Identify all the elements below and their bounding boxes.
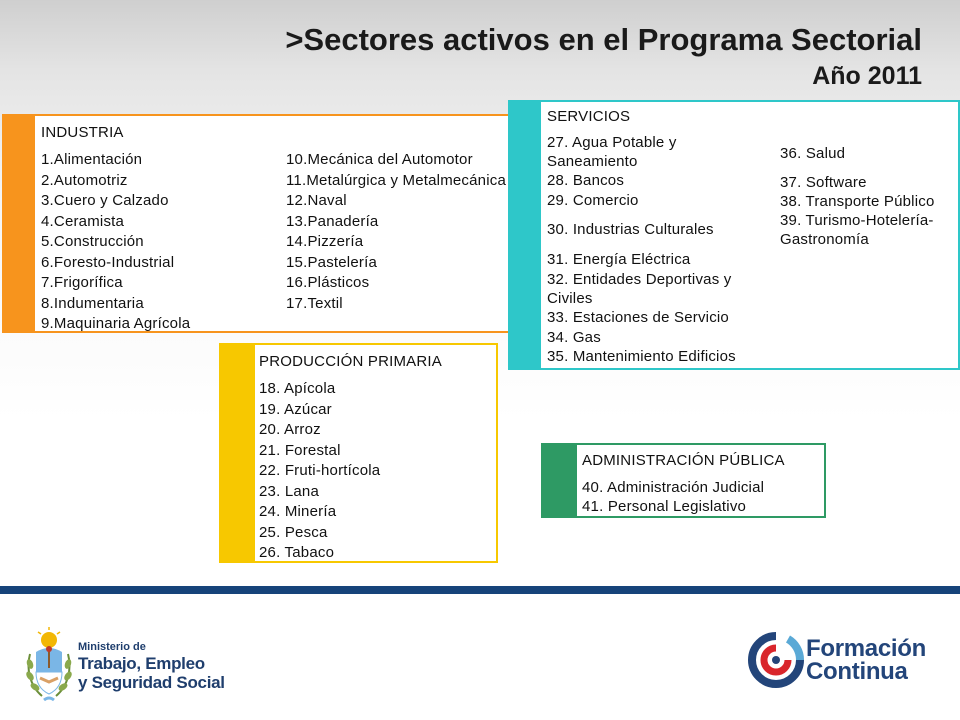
list-item: 4.Ceramista <box>41 212 125 230</box>
formacion-continua-logo-icon <box>748 632 804 688</box>
industria-header: INDUSTRIA <box>41 124 124 141</box>
list-item: 40. Administración Judicial <box>582 479 765 496</box>
list-item: 18. Apícola <box>259 380 336 397</box>
list-item: 6.Foresto-Industrial <box>41 253 175 271</box>
servicios-box <box>508 100 960 370</box>
servicios-col-2 <box>780 144 935 249</box>
list-item: 13.Panadería <box>286 212 379 230</box>
list-item: 28. Bancos <box>547 172 625 189</box>
coat-of-arms-icon <box>24 624 74 706</box>
produccion-color-bar <box>221 345 255 561</box>
list-item: Civiles <box>547 290 593 307</box>
list-item: 31. Energía Eléctrica <box>547 251 691 268</box>
produccion-header: PRODUCCIÓN PRIMARIA <box>259 353 442 370</box>
administracion-publica-box <box>541 443 826 518</box>
brand-line-2: Continua <box>806 658 908 685</box>
list-item: 30. Industrias Culturales <box>547 221 714 238</box>
list-item: 29. Comercio <box>547 192 639 209</box>
list-item: 21. Forestal <box>259 441 341 459</box>
list-item: 17.Textil <box>286 294 343 312</box>
servicios-col-1 <box>547 133 736 366</box>
produccion-list <box>259 379 380 561</box>
list-item: 37. Software <box>780 174 867 191</box>
list-item: 33. Estaciones de Servicio <box>547 309 729 326</box>
list-item: 23. Lana <box>259 482 319 500</box>
list-item: 10.Mecánica del Automotor <box>286 151 473 168</box>
servicios-color-bar <box>510 102 541 368</box>
industria-col-1 <box>41 150 190 331</box>
ministry-line-2: Trabajo, Empleo <box>78 654 205 673</box>
industria-box <box>2 114 518 333</box>
list-item: 20. Arroz <box>259 421 321 438</box>
list-item: 14.Pizzería <box>286 233 364 250</box>
list-item: 25. Pesca <box>259 523 328 541</box>
ministry-line-1: Ministerio de <box>78 641 146 653</box>
list-item: 1.Alimentación <box>41 151 143 168</box>
list-item: 11.Metalúrgica y Metalmecánica <box>286 171 506 189</box>
list-item: 32. Entidades Deportivas y <box>547 271 732 288</box>
ministry-logo-text <box>78 640 225 692</box>
list-item: 15.Pastelería <box>286 253 377 271</box>
administracion-content <box>581 445 824 516</box>
list-item: Saneamiento <box>547 153 638 170</box>
list-item: 22. Fruti-hortícola <box>259 462 381 479</box>
list-item: 12.Naval <box>286 192 347 209</box>
list-item: 5.Construcción <box>41 233 144 250</box>
list-item: Gastronomía <box>780 231 869 248</box>
list-item: 35. Mantenimiento Edificios <box>547 348 736 365</box>
servicios-header: SERVICIOS <box>547 108 631 125</box>
produccion-primaria-box <box>219 343 498 563</box>
list-item: 3.Cuero y Calzado <box>41 192 169 209</box>
slide-title <box>285 22 922 92</box>
administracion-color-bar <box>543 445 577 516</box>
list-item: 8.Indumentaria <box>41 294 144 312</box>
title-line-2: Año 2011 <box>812 62 922 90</box>
produccion-content <box>259 345 496 561</box>
footer-divider-bar <box>0 586 960 594</box>
brand-line-1: Formación <box>806 635 926 662</box>
list-item: 36. Salud <box>780 145 846 162</box>
list-item: 7.Frigorífica <box>41 274 123 291</box>
list-item: 27. Agua Potable y <box>547 134 677 151</box>
list-item: 24. Minería <box>259 503 337 520</box>
industria-col-2 <box>286 150 506 314</box>
list-item: 39. Turismo-Hotelería- <box>780 212 934 229</box>
list-item: 41. Personal Legislativo <box>582 498 747 515</box>
title-line-1: >Sectores activos en el Programa Sectorial <box>285 22 922 57</box>
administracion-list <box>582 478 764 516</box>
list-item: 16.Plásticos <box>286 274 370 291</box>
formacion-continua-text <box>806 637 926 683</box>
list-item: 38. Transporte Público <box>780 193 935 210</box>
servicios-content <box>545 102 958 368</box>
industria-content <box>39 116 516 331</box>
ministry-line-3: y Seguridad Social <box>78 673 225 692</box>
list-item: 34. Gas <box>547 329 601 346</box>
administracion-header: ADMINISTRACIÓN PÚBLICA <box>582 452 785 469</box>
list-item: 26. Tabaco <box>259 544 335 561</box>
list-item: 2.Automotriz <box>41 171 128 189</box>
list-item: 9.Maquinaria Agrícola <box>41 315 191 331</box>
industria-color-bar <box>4 116 35 331</box>
list-item: 19. Azúcar <box>259 400 332 418</box>
